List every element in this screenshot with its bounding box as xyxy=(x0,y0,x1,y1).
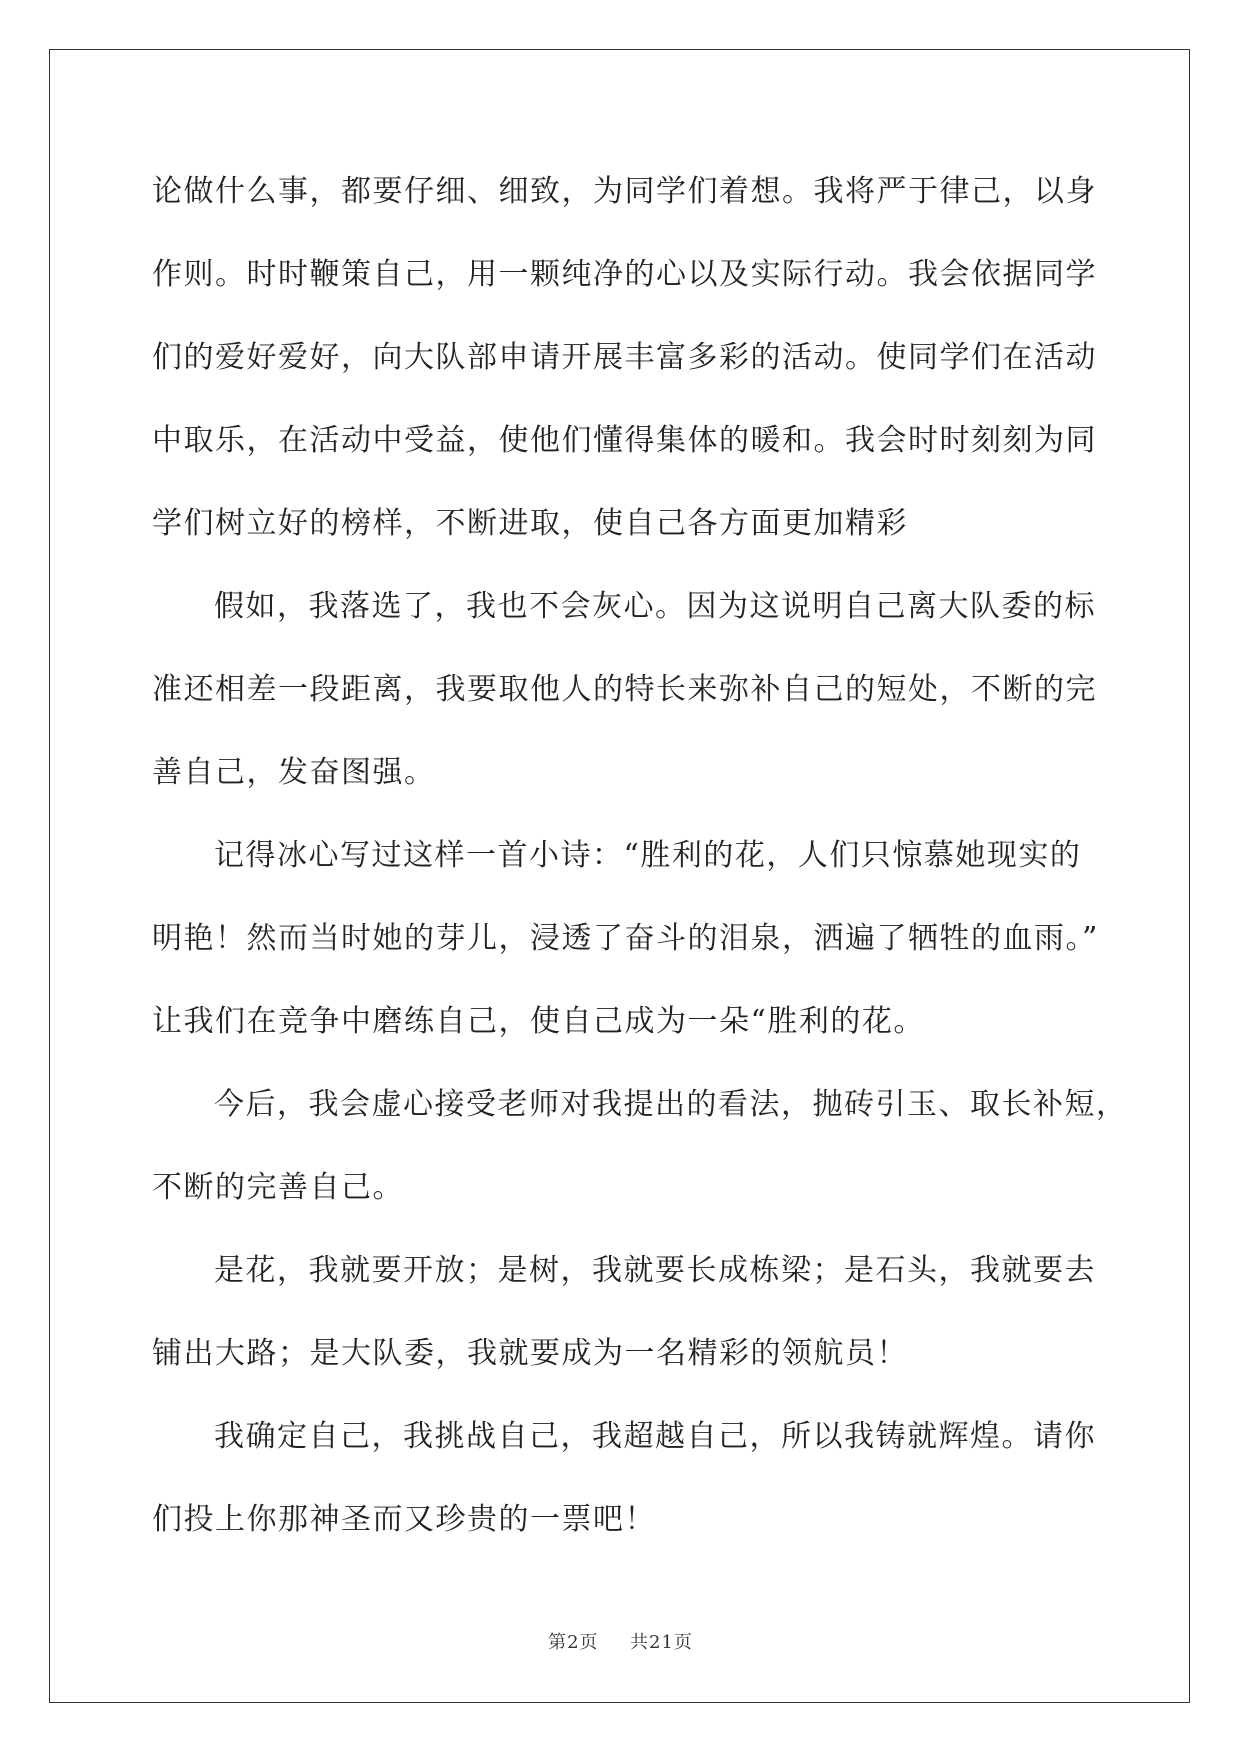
paragraph xyxy=(152,814,1099,1063)
text-line: 中取乐，在活动中受益，使他们懂得集体的暖和。我会时时刻刻为同 xyxy=(152,423,1097,458)
document-body xyxy=(152,150,1128,1561)
text-line: 们投上你那神圣而又珍贵的一票吧！ xyxy=(152,1502,656,1537)
paragraph xyxy=(152,1395,1096,1561)
text-line: 善自己，发奋图强。 xyxy=(152,755,436,790)
text-line: 们的爱好爱好，向大队部申请开展丰富多彩的活动。使同学们在活动 xyxy=(152,340,1097,375)
text-line: 论做什么事，都要仔细、细致，为同学们着想。我将严于律己，以身 xyxy=(152,174,1097,209)
text-line: 不断的完善自己。 xyxy=(152,1170,404,1205)
text-line: 让我们在竞争中磨练自己，使自己成为一朵“胜利的花。 xyxy=(152,1004,925,1039)
text-line: 准还相差一段距离，我要取他人的特长来弥补自己的短处，不断的完 xyxy=(152,672,1097,707)
text-line: 记得冰心写过这样一首小诗：“胜利的花，人们只惊慕她现实的 xyxy=(214,838,1082,873)
text-line: 作则。时时鞭策自己，用一颗纯净的心以及实际行动。我会依据同学 xyxy=(152,257,1097,292)
paragraph xyxy=(152,565,1097,814)
text-line: 是花，我就要开放；是树，我就要长成栋梁；是石头，我就要去 xyxy=(214,1253,1096,1288)
text-line: 我确定自己，我挑战自己，我超越自己，所以我铸就辉煌。请你 xyxy=(214,1419,1096,1454)
text-line: 假如，我落选了，我也不会灰心。因为这说明自己离大队委的标 xyxy=(214,589,1096,624)
text-line: 明艳！然而当时她的芽儿，浸透了奋斗的泪泉，洒遍了牺牲的血雨。” xyxy=(152,921,1099,956)
text-line: 铺出大路；是大队委，我就要成为一名精彩的领航员！ xyxy=(152,1336,908,1371)
page-total: 共21页 xyxy=(630,1632,693,1653)
page-number: 第2页 xyxy=(548,1632,599,1653)
text-line: 今后，我会虚心接受老师对我提出的看法，抛砖引玉、取长补短， xyxy=(214,1087,1128,1122)
paragraph xyxy=(152,1063,1128,1229)
text-line: 学们树立好的榜样，不断进取，使自己各方面更加精彩 xyxy=(152,506,908,541)
paragraph-continuation xyxy=(152,150,1097,565)
paragraph xyxy=(152,1229,1096,1395)
page-footer xyxy=(0,1628,1241,1654)
